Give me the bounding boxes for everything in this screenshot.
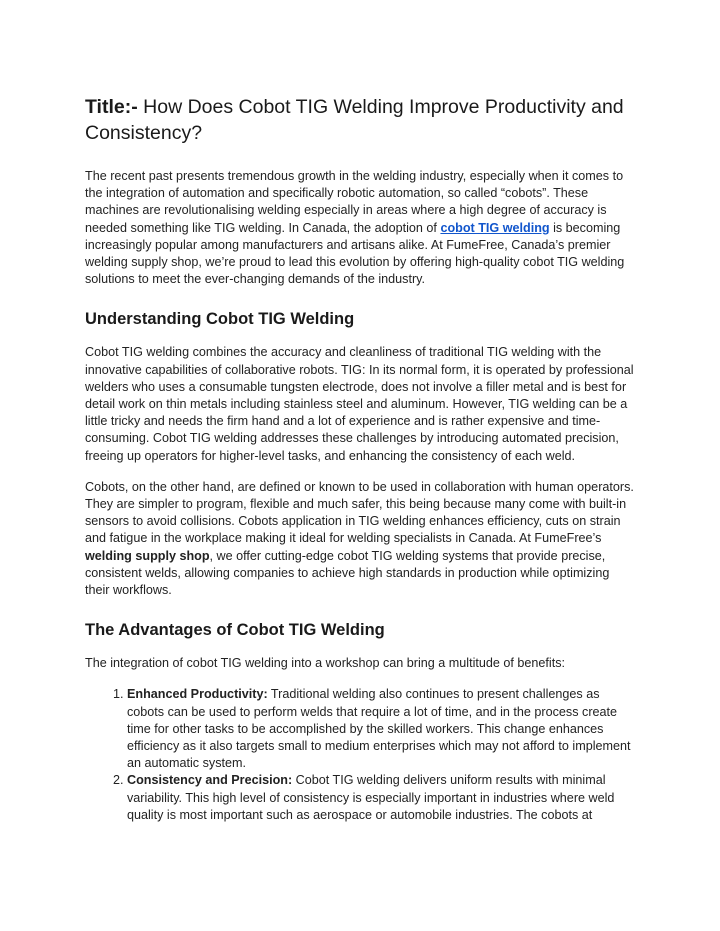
document-title — [85, 94, 635, 146]
cobot-tig-welding-link[interactable]: cobot TIG welding — [440, 220, 550, 235]
intro-text-before-link: The recent past presents tremendous growth in the welding industry, especially when it comes to the integration of automation and specifically robotic automation, so called “cobots”. These machines are revolutionalising welding especially in areas where a high degree of accuracy is needed something like TIG welding. In Canada, the adoption of — [85, 169, 624, 235]
intro-paragraph — [85, 168, 635, 288]
title-text: How Does Cobot TIG Welding Improve Productivity and Consistency? — [85, 96, 624, 144]
paragraph2-text-before-bold: Cobots, on the other hand, are defined or known to be used in collaboration with human operators. They are simpler to program, flexible and much safer, this being because many come with built-in sensors to avoid collisions. Cobots application in TIG welding enhances efficiency, cuts on strain and fatigue in the workplace making it ideal for welding specialists in Canada. At FumeFree’s — [85, 479, 634, 546]
intro-text-after-link: is becoming increasingly popular among manufacturers and artisans alike. At FumeFree, Canada’s premier welding supply shop, we’re proud to lead this evolution by offering high-quality cobot TIG welding solutions to meet the ever-changing demands of the industry. — [85, 220, 625, 287]
section1-paragraph-1: Cobot TIG welding combines the accuracy and cleanliness of traditional TIG welding with the innovative capabilities of collaborative robots. TIG: In its normal form, it is operated by professional welders who uses a consumable tungsten electrode, does not involve a filler metal and is best for detail work on thin metals including stainless steel and aluminum. However, TIG welding can be a little tricky and needs the firm hand and a lot of experience and is rather expensive and time-consuming. Cobot TIG welding addresses these challenges by introducing automated precision, freeing up operators for higher-level tasks, and enhancing the consistency of each weld. — [85, 345, 634, 463]
welding-supply-shop-bold: welding supply shop — [85, 548, 210, 563]
document-page — [85, 94, 635, 824]
paragraph2-text-after-bold: , we offer cutting-edge cobot TIG welding systems that provide precise, consistent welds, allowing companies to achieve high standards in production while optimizing their workflows. — [85, 548, 610, 598]
list-item-text: Traditional welding also continues to present challenges as cobots can be used to perform welds that require a lot of time, and in the process create time for other tasks to be accomplished by the skilled workers. This change enhances efficiency as it also targets small to medium enterprises which may not afford to implement an automatic system. — [127, 687, 631, 771]
list-item-title: Enhanced Productivity: — [127, 687, 268, 702]
section-heading-understanding: Understanding Cobot TIG Welding — [85, 310, 355, 329]
title-label: Title:- — [85, 96, 138, 118]
list-item — [127, 686, 635, 772]
list-item — [127, 772, 635, 824]
section-heading-advantages: The Advantages of Cobot TIG Welding — [85, 621, 385, 640]
list-item-title: Consistency and Precision: — [127, 773, 293, 788]
advantages-list — [85, 686, 635, 824]
list-item-text: Cobot TIG welding delivers uniform results with minimal variability. This high level of consistency is especially important in industries where weld quality is most important such as aerospace or automobile industries. The cobots at — [127, 773, 615, 822]
section1-paragraph-2 — [85, 479, 635, 599]
section2-intro: The integration of cobot TIG welding into a workshop can bring a multitude of benefits: — [85, 656, 566, 671]
